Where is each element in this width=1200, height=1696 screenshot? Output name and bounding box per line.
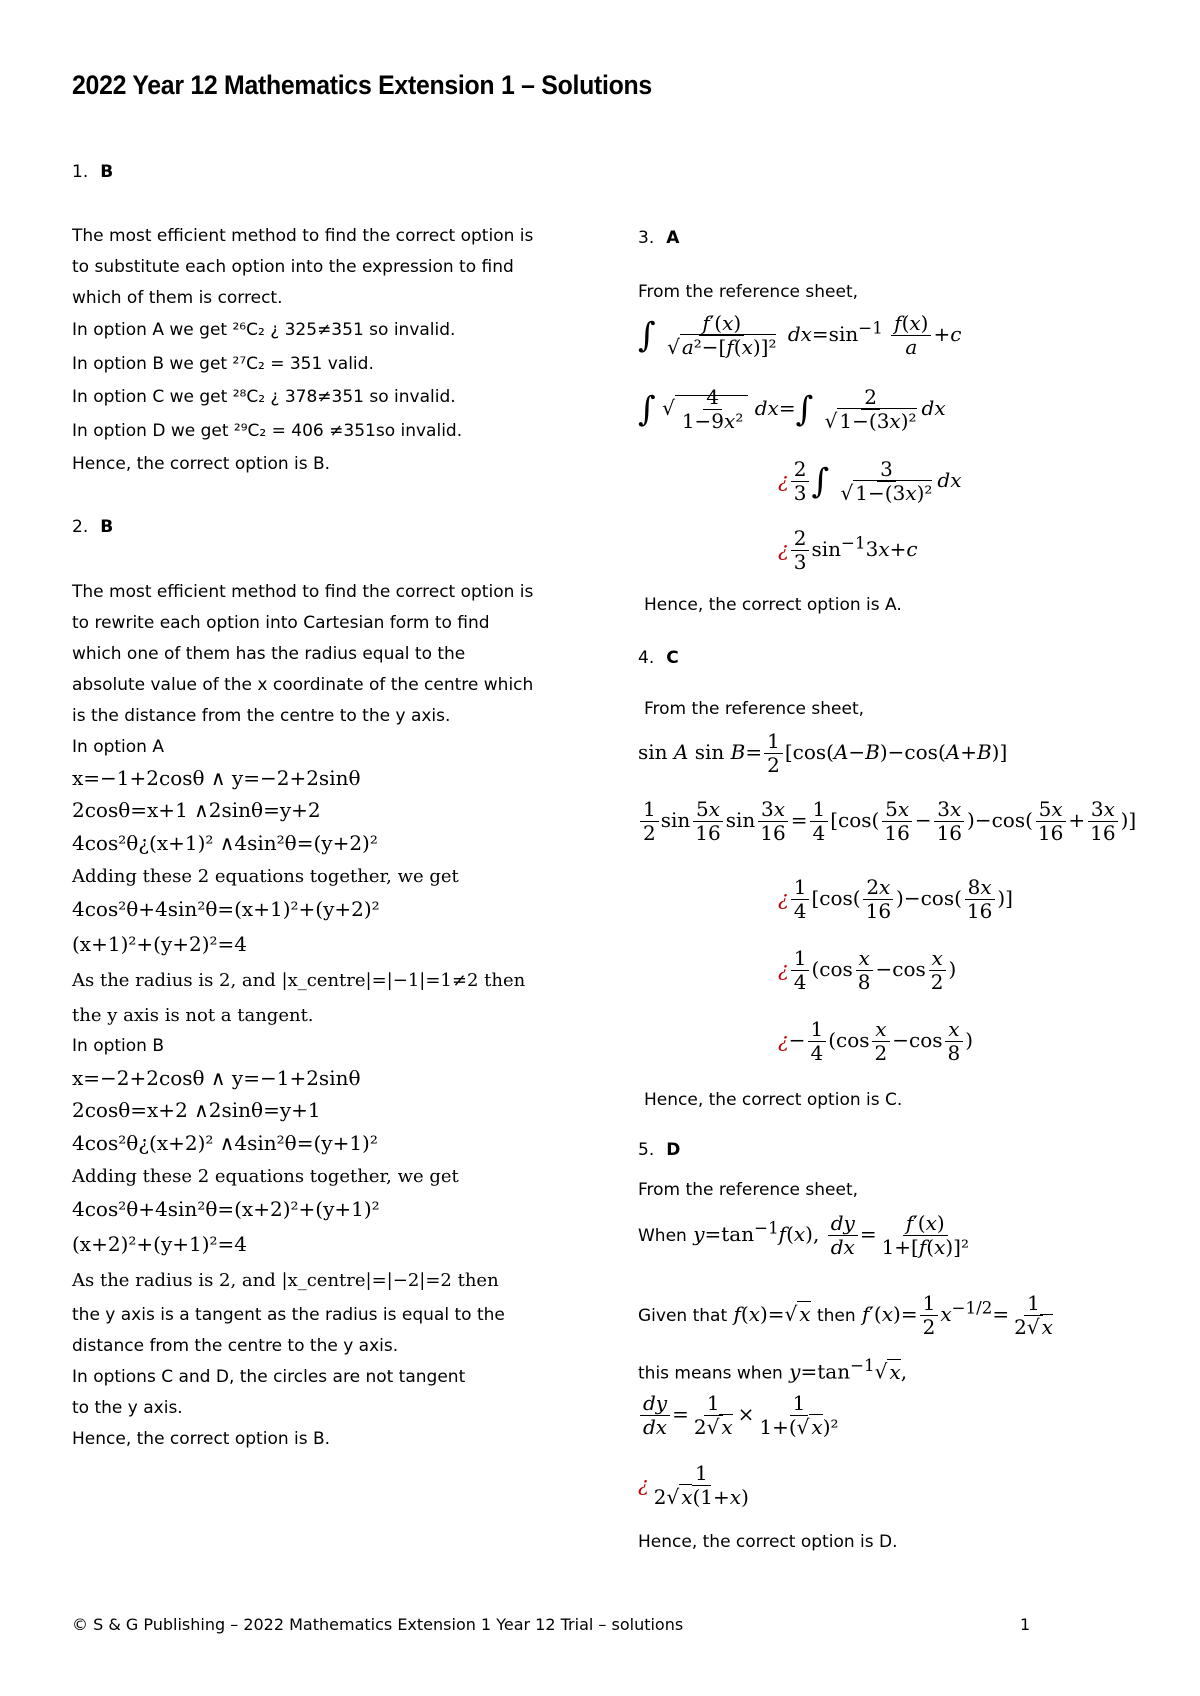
- q1-line: In option A we get ²⁶C₂ ¿ 325≠351 so invalid.: [72, 320, 456, 340]
- q3-formula: ∫ $\frac{f'(x)}{\text{√ a²−[f(x)]²}}$ $dx=\sin^{-1}$ $\frac{f(x)}{a}$ +c: [638, 311, 962, 359]
- question-number: 5.: [638, 1140, 655, 1160]
- question-5-heading: [638, 1140, 680, 1160]
- page-number: 1: [1020, 1615, 1031, 1634]
- q5-step: ¿ $\frac{1}{2√ x(1+x)}$: [638, 1461, 749, 1509]
- q4-hence: Hence, the correct option is C.: [644, 1090, 903, 1110]
- question-answer: B: [100, 162, 114, 182]
- option-b-label: In option B: [72, 1036, 165, 1056]
- page-title: 2022 Year 12 Mathematics Extension 1 – Solutions: [72, 70, 652, 100]
- q5-given-label: Given that: [638, 1306, 728, 1326]
- q3-hence: Hence, the correct option is A.: [644, 595, 902, 615]
- q5-then-label: then: [816, 1306, 856, 1326]
- q5-means-label: this means when: [638, 1363, 783, 1384]
- question-number: 3.: [638, 228, 655, 248]
- option-b-equation: 4cos²θ+4sin²θ=(x+2)²+(y+1)²: [72, 1197, 380, 1221]
- option-b-equation: (x+2)²+(y+1)²=4: [72, 1232, 248, 1256]
- option-a-conclusion: the y axis is not a tangent.: [72, 1005, 314, 1026]
- q1-line: Hence, the correct option is B.: [72, 454, 331, 474]
- q1-line: In option D we get ²⁹C₂ = 406 ≠351so invalid.: [72, 421, 463, 441]
- q1-line: to substitute each option into the expression to find: [72, 257, 514, 277]
- q5-means: this means when $y=\tan^{-1}√$ x,: [638, 1356, 908, 1384]
- q5-ref: From the reference sheet,: [638, 1180, 859, 1200]
- question-number: 4.: [638, 648, 655, 668]
- q4-step: ¿ $\frac{1}{4}$ [cos( $\frac{2x}{16}$ )−cos( $\frac{8x}{16}$ )]: [778, 875, 1013, 923]
- q1-line: In option B we get ²⁷C₂ = 351 valid.: [72, 354, 374, 374]
- q2-intro-line: which one of them has the radius equal to the: [72, 644, 466, 664]
- q5-step: $\frac{dy}{dx}$ = $\frac{1}{2√ x}$ × $\frac{1}{\text{1+(√ x)²}}$: [638, 1392, 844, 1439]
- option-b-text: Adding these 2 equations together, we get: [72, 1166, 459, 1187]
- question-2-heading: [72, 517, 113, 537]
- option-a-equation: 2cosθ=x+1 ∧2sinθ=y+2: [72, 798, 321, 822]
- q2-intro-line: is the distance from the centre to the y axis.: [72, 706, 451, 726]
- q2-intro-line: to rewrite each option into Cartesian form to find: [72, 613, 490, 633]
- q5-given: Given that f(x)=√ x then f′(x)= $\frac{1}{2}$ $x^{-1/2}=$ $\frac{1}{2√ x}$: [638, 1291, 1053, 1339]
- option-a-equation: 4cos²θ+4sin²θ=(x+1)²+(y+2)²: [72, 897, 380, 921]
- question-number: 2.: [72, 517, 89, 537]
- question-answer: B: [100, 517, 114, 537]
- question-1-heading: [72, 162, 113, 182]
- option-a-label: In option A: [72, 737, 164, 757]
- q3-step: ∫ √ $\frac{4}{\text{1−9x²}}$ dx=∫ $\frac{2}{\text{√ 1−(3x)²}}$ dx: [638, 385, 946, 433]
- option-b-equation: 2cosθ=x+2 ∧2sinθ=y+1: [72, 1098, 321, 1122]
- q3-ref: From the reference sheet,: [638, 282, 859, 302]
- q5-when: When $y=\tan^{-1}f(x)$, $\frac{dy}{dx}$ = $\frac{f'(x)}{\text{1+[f(x)]²}}$: [638, 1211, 969, 1259]
- options-cd-text: to the y axis.: [72, 1398, 183, 1418]
- question-answer: C: [666, 648, 679, 668]
- q4-step: ¿− $\frac{1}{4}$ (cos $\frac{x}{2}$ −cos $\frac{x}{8}$ ): [778, 1017, 974, 1065]
- q1-line: In option C we get ²⁸C₂ ¿ 378≠351 so invalid.: [72, 387, 456, 407]
- option-a-text: Adding these 2 equations together, we get: [72, 866, 459, 887]
- option-a-equation: (x+1)²+(y+2)²=4: [72, 932, 248, 956]
- q2-hence: Hence, the correct option is B.: [72, 1429, 331, 1449]
- q5-when-label: When: [638, 1226, 687, 1246]
- option-b-equation: x=−2+2cosθ ∧ y=−1+2sinθ: [72, 1066, 361, 1090]
- q4-step: ¿ $\frac{1}{4}$ (cos $\frac{x}{8}$ −cos $\frac{x}{2}$ ): [778, 946, 957, 994]
- q2-intro-line: The most efficient method to find the correct option is: [72, 582, 534, 602]
- question-answer: D: [666, 1140, 681, 1160]
- option-a-conclusion: As the radius is 2, and |x_centre|=|−1|=1≠2 then: [72, 970, 526, 991]
- q4-step: $\frac{1}{2}$ sin $\frac{5x}{16}$ sin $\frac{3x}{16}$ = $\frac{1}{4}$ [cos( $\frac{5x}{16}$ − $\frac{3x}{16}$ )−cos( $\frac{5x}{16}$ + $\frac{3x}{16}$ )]: [638, 798, 1136, 845]
- q3-step: ¿ $\frac{2}{3}$ $\sin^{-1}3x+c$: [778, 526, 918, 574]
- question-3-heading: [638, 228, 679, 248]
- option-a-equation: x=−1+2cosθ ∧ y=−2+2sinθ: [72, 766, 361, 790]
- q5-hence: Hence, the correct option is D.: [638, 1532, 898, 1552]
- option-a-equation: 4cos²θ¿(x+1)² ∧4sin²θ=(y+2)²: [72, 831, 378, 855]
- question-number: 1.: [72, 162, 89, 182]
- q4-formula: sin A sin B= $\frac{1}{2}$ [cos(A−B)−cos(A+B)]: [638, 729, 1008, 777]
- option-b-conclusion: distance from the centre to the y axis.: [72, 1336, 399, 1356]
- q2-intro-line: absolute value of the x coordinate of the centre which: [72, 675, 534, 695]
- q1-line: The most efficient method to find the correct option is: [72, 226, 534, 246]
- q3-step: ¿ $\frac{2}{3}$ ∫ $\frac{3}{\text{√ 1−(3x)²}}$ dx: [778, 457, 962, 505]
- options-cd-text: In options C and D, the circles are not tangent: [72, 1367, 466, 1387]
- question-4-heading: [638, 648, 679, 668]
- q1-line: which of them is correct.: [72, 288, 283, 308]
- option-b-equation: 4cos²θ¿(x+2)² ∧4sin²θ=(y+1)²: [72, 1131, 378, 1155]
- footer-text: © S & G Publishing – 2022 Mathematics Extension 1 Year 12 Trial – solutions: [72, 1615, 684, 1634]
- option-b-conclusion: As the radius is 2, and |x_centre|=|−2|=2 then: [72, 1270, 499, 1291]
- question-answer: A: [666, 228, 680, 248]
- q4-ref: From the reference sheet,: [644, 699, 865, 719]
- option-b-conclusion: the y axis is a tangent as the radius is equal to the: [72, 1305, 505, 1325]
